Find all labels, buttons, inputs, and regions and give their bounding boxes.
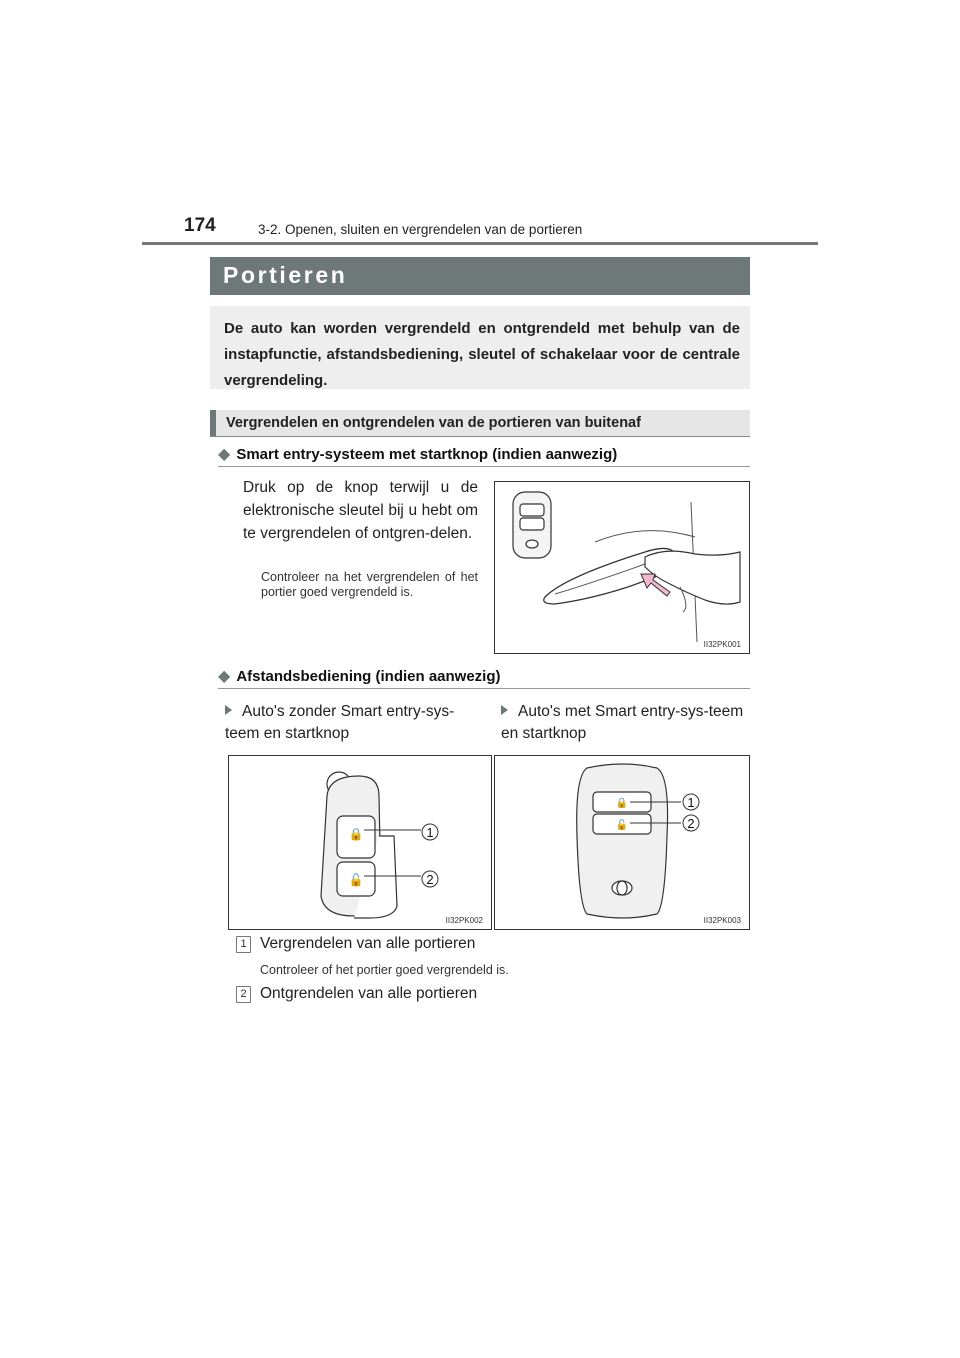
door-handle-illustration [495, 482, 751, 655]
flip-key-icon [321, 772, 397, 918]
smart-entry-note: Controleer na het vergrendelen of het portier goed vergrendeld is. [261, 570, 478, 599]
title-band [210, 257, 750, 295]
triangle-bullet-icon [225, 705, 232, 715]
callout-1: 1 [426, 825, 434, 840]
smart-key-icon [513, 492, 551, 558]
section-heading [210, 410, 750, 437]
callout-2: 2 [687, 816, 695, 831]
legend-item-text: Ontgrendelen van alle portieren [260, 985, 478, 1002]
bullet-right-text: Auto's met Smart entry-sys-teem en startknop [501, 703, 744, 742]
section-heading-text: Vergrendelen en ontgrendelen van de portieren van buitenaf [226, 415, 641, 431]
diamond-icon: ◆ [218, 668, 231, 685]
page-number: 174 [184, 215, 216, 236]
bullet-left-text: Auto's zonder Smart entry-sys-teem en startknop [225, 703, 455, 742]
subheading-smart-entry-text: Smart entry-systeem met startknop (indien aanwezig) [236, 446, 618, 463]
svg-text:🔓: 🔓 [348, 873, 364, 887]
svg-text:🔒: 🔒 [615, 798, 629, 809]
breadcrumb: 3-2. Openen, sluiten en vergrendelen van de portieren [258, 222, 583, 237]
svg-text:🔓: 🔓 [615, 820, 629, 831]
page-title: Portieren [223, 262, 348, 288]
figure-flip-key [228, 755, 492, 930]
subheading-divider [218, 466, 750, 467]
header-divider [142, 242, 818, 245]
triangle-bullet-icon [501, 705, 508, 715]
smart-entry-body: Druk op de knop terwijl u de elektronische sleutel bij u hebt om te vergrendelen of ontgren-delen. [243, 479, 478, 542]
bullet-right [501, 701, 751, 745]
intro-box [210, 306, 750, 389]
callout-2: 2 [426, 872, 434, 887]
legend-number: 1 [236, 936, 251, 953]
legend-number: 2 [236, 986, 251, 1003]
figure-code: II32PK002 [445, 916, 483, 925]
figure-door-handle [494, 481, 750, 654]
subheading-remote [218, 666, 501, 686]
intro-text: De auto kan worden vergrendeld en ontgrendeld met behulp van de instapfunctie, afstandsbediening, sleutel of schakelaar voor de centrale vergrendeling. [224, 320, 740, 389]
figure-code: II32PK001 [703, 640, 741, 649]
subheading-divider [218, 688, 750, 689]
callout-1: 1 [687, 795, 695, 810]
subheading-remote-text: Afstandsbediening (indien aanwezig) [236, 668, 501, 685]
figure-smart-key [494, 755, 750, 930]
flip-key-illustration [229, 756, 493, 931]
smart-key-illustration [495, 756, 751, 931]
diamond-icon: ◆ [218, 446, 231, 463]
subheading-smart-entry [218, 444, 617, 464]
figure-code: II32PK003 [703, 916, 741, 925]
legend-item-note: Controleer of het portier goed vergrendeld is. [260, 963, 509, 977]
legend-item-text: Vergrendelen van alle portieren [260, 935, 476, 952]
section-accent [210, 410, 216, 436]
bullet-left [225, 701, 480, 745]
smart-key-icon [577, 764, 668, 918]
svg-text:🔒: 🔒 [348, 827, 364, 841]
